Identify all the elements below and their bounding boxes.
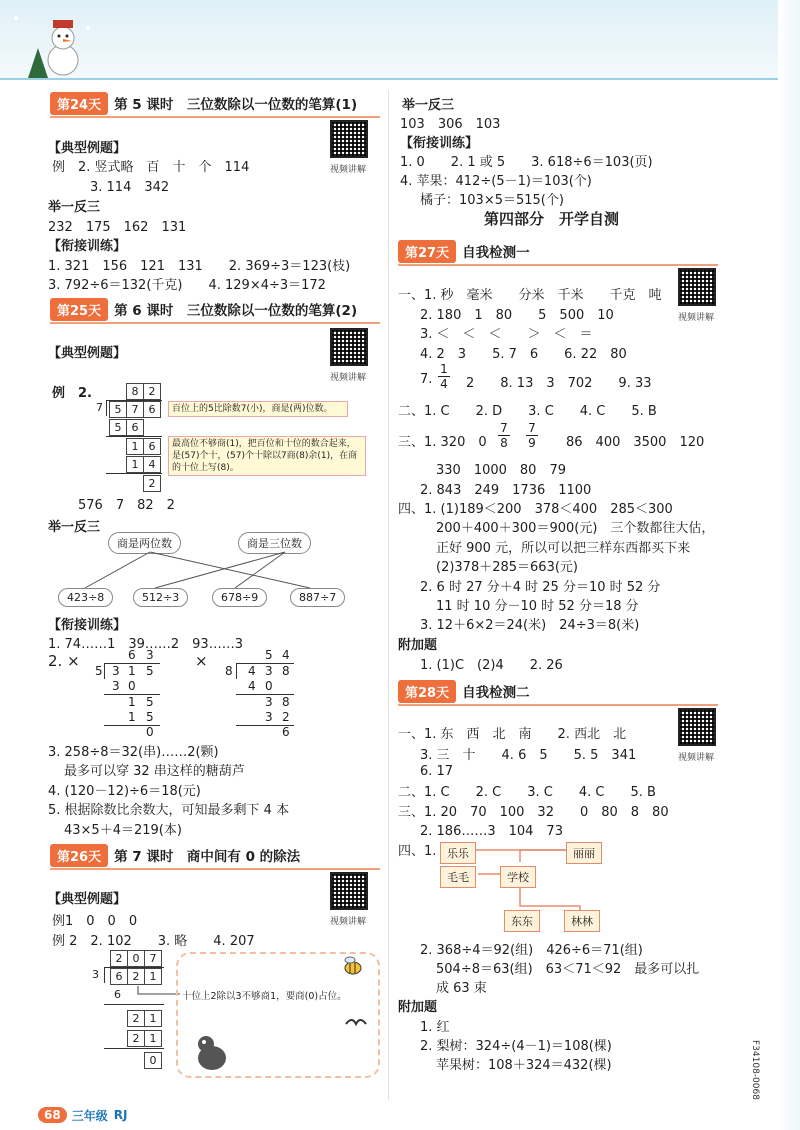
day27-line9: 2. 843 249 1736 1100 (420, 483, 592, 498)
day25-step-line (106, 436, 162, 437)
day26-step-digit: 6 (114, 988, 121, 1001)
day25-step-digit: 6 (143, 438, 161, 455)
day28-line6: 2. 186……3 104 73 (420, 824, 563, 839)
v2-division-bracket (236, 663, 237, 679)
day27-line8: 330 1000 80 79 (436, 463, 566, 478)
day28-header (398, 680, 530, 702)
day26-quotient-digit: 7 (144, 950, 162, 967)
day25-dividend-digit: 6 (143, 401, 161, 418)
day26-underline (50, 868, 380, 870)
fraction-denominator: 9 (528, 436, 536, 450)
day25-division-bracket (106, 400, 107, 416)
top-banner (0, 0, 800, 78)
day25-t4: 4. (120－12)÷6＝18(元) (48, 784, 201, 799)
map-node-linlin: 林林 (564, 910, 600, 932)
day25-step-digit: 4 (143, 456, 161, 473)
day27-line5-prefix: 7. (420, 372, 433, 387)
day27-line5: 2 8. 13 3 702 9. 33 (466, 376, 652, 391)
day26-step-digit: 2 (127, 1010, 145, 1027)
day27-line2: 2. 180 1 80 5 500 10 (420, 308, 614, 323)
day24-line5: 3. 792÷6＝132(千克) 4. 129×4÷3＝172 (48, 278, 326, 293)
day24-underline (50, 116, 380, 118)
map-node-school: 学校 (500, 866, 536, 888)
day27-line13: (2)378＋285＝663(元) (436, 560, 578, 575)
day25-practice-heading: 举一反三 (48, 520, 101, 535)
right-edge-strip (778, 0, 800, 1130)
day27-tag: 第27天 (398, 240, 456, 263)
day26-quotient-digit: 0 (127, 950, 145, 967)
day25-dividend-digit: 7 (126, 401, 144, 418)
day28-line4: 二、1. C 2. C 3. C 4. C 5. B (398, 785, 656, 800)
day28-line1: 一、1. 东 西 北 南 2. 西北 北 (398, 727, 627, 742)
v2-step-digit: 2 (282, 710, 290, 724)
dinosaur-illustration (190, 1030, 234, 1074)
day25-step-digit: 5 (109, 419, 127, 436)
v2-dividend-digit: 4 (248, 664, 256, 678)
day26-remainder-digit: 0 (144, 1052, 162, 1069)
day25-dividend-digit: 5 (109, 401, 127, 418)
day28-tag: 第28天 (398, 680, 456, 703)
day26-qr-label: 视频讲解 (330, 917, 367, 927)
snowman-illustration (8, 8, 98, 78)
day28-qr-label: 视频讲解 (678, 753, 715, 763)
footer-badge (38, 1106, 127, 1124)
option-887-div-7: 887÷7 (290, 588, 345, 607)
day27-qr-label: 视频讲解 (678, 313, 715, 323)
v2-dividend-digit: 3 (265, 664, 273, 678)
day27-qr-code[interactable] (678, 268, 716, 306)
day27-line17: 1. (1)C (2)4 2. 26 (420, 658, 563, 673)
fraction-numerator: 1 (440, 362, 448, 376)
option-423-div-8: 423÷8 (58, 588, 113, 607)
day25-note2: 最高位不够商(1)，把百位和十位的数合起来，是(57)个十，(57)个十除以7商(8)余(1)，在商的十位上写(8)。 (168, 436, 366, 476)
day28-line5: 三、1. 20 70 100 32 0 80 8 80 (398, 805, 669, 820)
day28-line13: 苹果树：108＋324＝432(棵) (436, 1058, 612, 1073)
day28-line2: 3. 三 十 4. 6 5 5. 5 341 (420, 748, 637, 763)
part4-title: 第四部分 开学自测 (484, 210, 620, 228)
day27-line1: 一、1. 秒 毫米 分米 千米 千克 吨 (398, 288, 662, 303)
day24-title: 第 5 课时 三位数除以一位数的笔算(1) (114, 97, 358, 113)
v2-dividend-digit: 8 (282, 664, 290, 678)
day24-line4: 1. 321 156 121 131 2. 369÷3＝123(枝) (48, 259, 351, 274)
day25-t5: 5. 根据除数比余数大，可知最多剩下 4 本 (48, 803, 290, 818)
day24-training-heading: 【衔接训练】 (48, 239, 127, 254)
v1-dividend-digit: 1 (128, 664, 136, 678)
day24-tag: 第24天 (50, 92, 108, 115)
v2-step-digit: 3 (265, 695, 273, 709)
day26-line1: 例1 0 0 0 (52, 914, 138, 929)
day24-example-heading: 【典型例题】 (48, 141, 127, 156)
day25-example-heading: 【典型例题】 (48, 346, 127, 361)
v1-step-digit: 0 (128, 679, 136, 693)
day26-note: 十位上2除以3不够商1，要商(0)占位。 (182, 991, 347, 1002)
day27-header (398, 240, 530, 262)
day27-line3: 3. ＜ ＜ ＜ ＞ ＜ ＝ (420, 327, 593, 342)
fraction-7-9 (526, 421, 538, 450)
day24-qr-code[interactable] (330, 120, 368, 158)
fraction-denominator: 4 (440, 377, 448, 391)
map-node-lili: 丽丽 (566, 842, 602, 864)
day25-example-label: 例 2. (52, 386, 92, 401)
v1-division-bracket (104, 663, 105, 679)
day25-step-digit: 6 (126, 419, 144, 436)
edition-label: RJ (113, 1108, 128, 1122)
day27-line4: 4. 2 3 5. 7 6 6. 22 80 (420, 347, 627, 362)
day25-underline (50, 322, 380, 324)
day26-dividend-digit: 2 (127, 968, 145, 985)
option-512-div-3: 512÷3 (133, 588, 188, 607)
right-line2: 1. 0 2. 1 或 5 3. 618÷6＝103(页) (400, 155, 653, 170)
day28-line7: 四、1. (398, 844, 437, 859)
fraction-numerator: 7 (500, 421, 508, 435)
right-practice-heading: 举一反三 (402, 98, 455, 113)
day25-t1: 1. 74……1 39……2 93……3 (48, 637, 243, 652)
v2-step-digit: 8 (282, 695, 290, 709)
day25-tag: 第25天 (50, 298, 108, 321)
right-training-heading: 【衔接训练】 (400, 136, 479, 151)
day27-line14: 2. 6 时 27 分＋4 时 25 分＝10 时 52 分 (420, 580, 661, 595)
day26-division-bracket (104, 967, 105, 983)
fraction-1-4 (438, 362, 450, 391)
day25-step-digit: 1 (126, 456, 144, 473)
v1-step-digit: 3 (112, 679, 120, 693)
day26-divisor: 3 (92, 968, 99, 981)
day28-line10: 成 63 束 (436, 981, 487, 996)
day26-line2: 例 2 2. 102 3. 略 4. 207 (52, 934, 255, 949)
day26-dividend-digit: 6 (110, 968, 128, 985)
v1-dividend-digit: 5 (146, 664, 154, 678)
day28-line9: 504÷8＝63(组) 63＜71＜92 最多可以扎 (436, 962, 700, 977)
v2-step-digit: 3 (265, 710, 273, 724)
banner-divider (0, 78, 800, 80)
day27-line12: 正好 900 元，所以可以把三样东西都买下来 (436, 541, 691, 556)
v2-remainder: 6 (282, 725, 290, 739)
day24-qr-label: 视频讲解 (330, 165, 367, 175)
day27-line7: 86 400 3500 120 (566, 435, 705, 450)
day25-quotient-digit: 2 (143, 383, 161, 400)
day26-step-line (104, 1004, 164, 1005)
v2-quotient-digit: 5 (265, 648, 273, 662)
day25-t5b: 43×5＋4＝219(本) (64, 823, 182, 838)
v1-quotient-digit: 3 (146, 648, 154, 662)
fraction-7-8 (498, 421, 510, 450)
day24-line1: 例 2. 竖式略 百 十 个 114 (52, 160, 250, 175)
day27-line6: 二、1. C 2. D 3. C 4. C 5. B (398, 404, 657, 419)
map-node-dongdong: 东东 (504, 910, 540, 932)
day27-bonus-heading: 附加题 (398, 638, 438, 653)
day26-step-digit: 1 (144, 1010, 162, 1027)
right-line1: 103 306 103 (400, 117, 501, 132)
day25-qr-label: 视频讲解 (330, 373, 367, 383)
day25-header (50, 298, 357, 320)
v1-dividend-digit: 3 (112, 664, 120, 678)
map-node-lele: 乐乐 (440, 842, 476, 864)
day25-training-heading: 【衔接训练】 (48, 618, 127, 633)
v1-divisor: 5 (95, 664, 103, 678)
right-line4: 橘子：103×5＝515(个) (420, 193, 564, 208)
day25-t3: 3. 258÷8＝32(串)……2(颗) (48, 745, 219, 760)
right-line3: 4. 苹果：412÷(5－1)＝103(个) (400, 174, 592, 189)
page-number: 68 (38, 1107, 67, 1123)
fraction-numerator: 7 (528, 421, 536, 435)
day28-qr-code[interactable] (678, 708, 716, 746)
day26-example-heading: 【典型例题】 (48, 892, 127, 907)
bird-icon (344, 1016, 368, 1030)
day26-step-line (104, 1048, 164, 1049)
day25-title: 第 6 课时 三位数除以一位数的笔算(2) (114, 303, 358, 319)
v1-remainder: 0 (146, 725, 154, 739)
day28-title: 自我检测二 (462, 685, 530, 701)
day26-tag: 第26天 (50, 844, 108, 867)
day26-step-digit: 2 (127, 1030, 145, 1047)
column-divider (388, 90, 389, 1100)
v1-step-digit: 1 (128, 695, 136, 709)
day24-line2: 3. 114 342 (90, 180, 170, 195)
v1-quotient-digit: 6 (128, 648, 136, 662)
side-code: F34108-0068 (750, 1040, 760, 1100)
option-678-div-9: 678÷9 (212, 588, 267, 607)
grade-label: 三年级 (71, 1108, 108, 1123)
day25-answer: 576 7 82 2 (78, 498, 175, 513)
fraction-denominator: 8 (500, 436, 508, 450)
day25-quotient-digit: 8 (126, 383, 144, 400)
day27-title: 自我检测一 (462, 245, 530, 261)
day24-practice-heading: 举一反三 (48, 200, 101, 215)
day25-t2b: × (195, 652, 208, 670)
day27-underline (398, 264, 718, 266)
day26-quotient-digit: 2 (110, 950, 128, 967)
day28-line11: 1. 红 (420, 1020, 450, 1035)
day25-step-digit: 1 (126, 438, 144, 455)
day25-step-line (106, 473, 162, 474)
day25-remainder-digit: 2 (143, 475, 161, 492)
v1-step-digit: 5 (146, 695, 154, 709)
day27-line11: 200＋400＋300＝900(元) 三个数都往大估， (436, 521, 715, 536)
day25-note1: 百位上的5比除数7(小)，商是(两)位数。 (168, 401, 348, 417)
day28-line12: 2. 梨树：324÷(4－1)＝108(棵) (420, 1039, 612, 1054)
day25-qr-code[interactable] (330, 328, 368, 366)
day24-header (50, 92, 357, 114)
v2-quotient-digit: 4 (282, 648, 290, 662)
v1-step-digit: 5 (146, 710, 154, 724)
day26-header (50, 844, 300, 866)
bee-icon (338, 952, 368, 982)
map-node-maomao: 毛毛 (440, 866, 476, 888)
day26-qr-code[interactable] (330, 872, 368, 910)
day27-line7-prefix: 三、1. 320 0 (398, 435, 487, 450)
day28-underline (398, 704, 718, 706)
v2-divisor: 8 (225, 664, 233, 678)
day28-line8: 2. 368÷4＝92(组) 426÷6＝71(组) (420, 943, 643, 958)
v2-step-digit: 0 (265, 679, 273, 693)
v2-step-digit: 4 (248, 679, 256, 693)
day26-title: 第 7 课时 商中间有 0 的除法 (114, 849, 301, 865)
day25-t3b: 最多可以穿 32 串这样的糖葫芦 (64, 764, 245, 779)
day28-bonus-heading: 附加题 (398, 1000, 438, 1015)
day27-line16: 3. 12＋6×2＝24(米) 24÷3＝8(米) (420, 618, 640, 633)
day27-line10: 四、1. (1)189＜200 378＜400 285＜300 (398, 502, 673, 517)
day26-step-digit: 1 (144, 1030, 162, 1047)
v1-step-digit: 1 (128, 710, 136, 724)
day26-dividend-digit: 1 (144, 968, 162, 985)
category-three-digit: 商是三位数 (238, 532, 311, 554)
category-two-digit: 商是两位数 (108, 532, 181, 554)
day27-line15: 11 时 10 分－10 时 52 分＝18 分 (436, 599, 639, 614)
day25-t2: 2. × (48, 652, 80, 670)
day25-divisor: 7 (96, 401, 103, 414)
day24-line3: 232 175 162 131 (48, 220, 187, 235)
day28-line3: 6. 17 (420, 764, 454, 779)
